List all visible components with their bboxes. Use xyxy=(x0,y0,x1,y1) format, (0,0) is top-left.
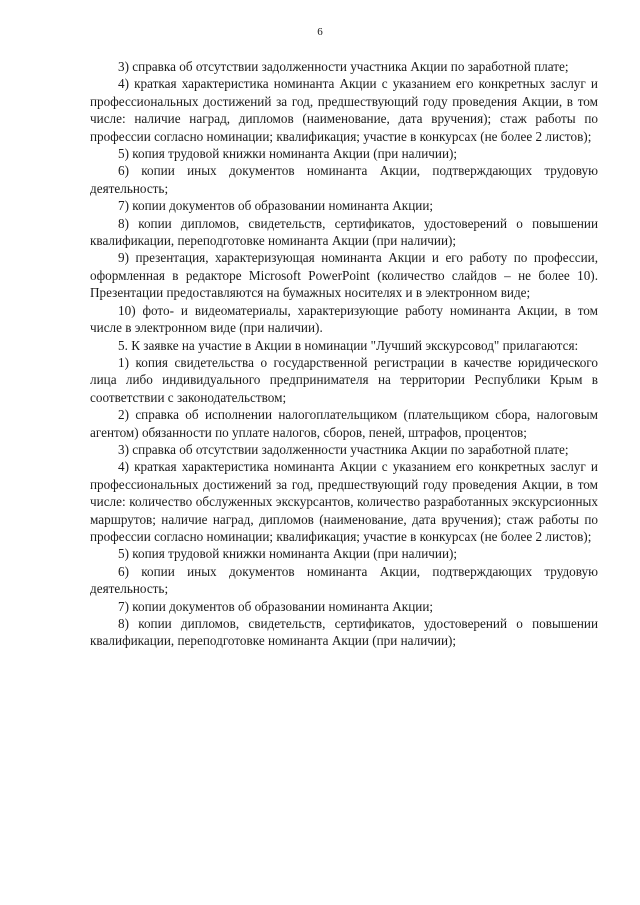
paragraph: 2) справка об исполнении налогоплательщиком (плательщиком сбора, налоговым агентом) обязанности по уплате налогов, сборов, пеней, штрафов, процентов; xyxy=(90,407,598,440)
page-number: 6 xyxy=(317,26,323,38)
paragraph: 10) фото- и видеоматериалы, характеризующие работу номинанта Акции, в том числе в электронном виде (при наличии). xyxy=(90,302,598,336)
paragraph: 5. К заявке на участие в Акции в номинации "Лучший экскурсовод" прилагаются: xyxy=(118,337,579,353)
paragraph: 5) копия трудовой книжки номинанта Акции (при наличии); xyxy=(118,146,458,162)
paragraph: 7) копии документов об образовании номинанта Акции; xyxy=(118,598,434,614)
paragraph: 4) краткая характеристика номинанта Акции с указанием его конкретных заслуг и профессиональных достижений за год, предшествующий году проведения Акции, в том числе: количество обслуженных экскурсантов, количество разработанных экскурсионных маршрутов; наличие наград, дипломов (наименование, дата вручения); стаж работы по профессии согласно номинации; квалификация; участие в конкурсах (не более 2 листов); xyxy=(90,459,598,544)
paragraph: 3) справка об отсутствии задолженности участника Акции по заработной плате; xyxy=(118,441,569,457)
document-body xyxy=(90,58,598,650)
paragraph: 6) копии иных документов номинанта Акции, подтверждающих трудовую деятельность; xyxy=(90,563,598,597)
paragraph: 1) копия свидетельства о государственной регистрации в качестве юридического лица либо индивидуального предпринимателя на территории Республики Крым в соответствии с законодательством; xyxy=(90,354,598,405)
paragraph: 9) презентация, характеризующая номинанта Акции и его работу по профессии, оформленная в редакторе Microsoft PowerPoint (количество слайдов – не более 10). Презентации предоставляются на бумажных носителях и в электронном виде; xyxy=(90,250,598,301)
paragraph: 6) копии иных документов номинанта Акции, подтверждающих трудовую деятельность; xyxy=(90,163,598,196)
paragraph: 8) копии дипломов, свидетельств, сертификатов, удостоверений о повышении квалификации, переподготовке номинанта Акции (при наличии); xyxy=(90,215,598,249)
paragraph: 8) копии дипломов, свидетельств, сертификатов, удостоверений о повышении квалификации, переподготовке номинанта Акции (при наличии); xyxy=(90,616,598,649)
paragraph: 4) краткая характеристика номинанта Акции с указанием его конкретных заслуг и профессиональных достижений за год, предшествующий году проведения Акции, в том числе: наличие наград, дипломов (наименование, дата вручения); стаж работы по профессии согласно номинации; квалификация; участие в конкурсах (не более 2 листов); xyxy=(90,76,598,144)
paragraph: 5) копия трудовой книжки номинанта Акции (при наличии); xyxy=(118,546,458,562)
paragraph: 3) справка об отсутствии задолженности участника Акции по заработной плате; xyxy=(118,59,569,74)
paragraph: 7) копии документов об образовании номинанта Акции; xyxy=(118,198,434,214)
